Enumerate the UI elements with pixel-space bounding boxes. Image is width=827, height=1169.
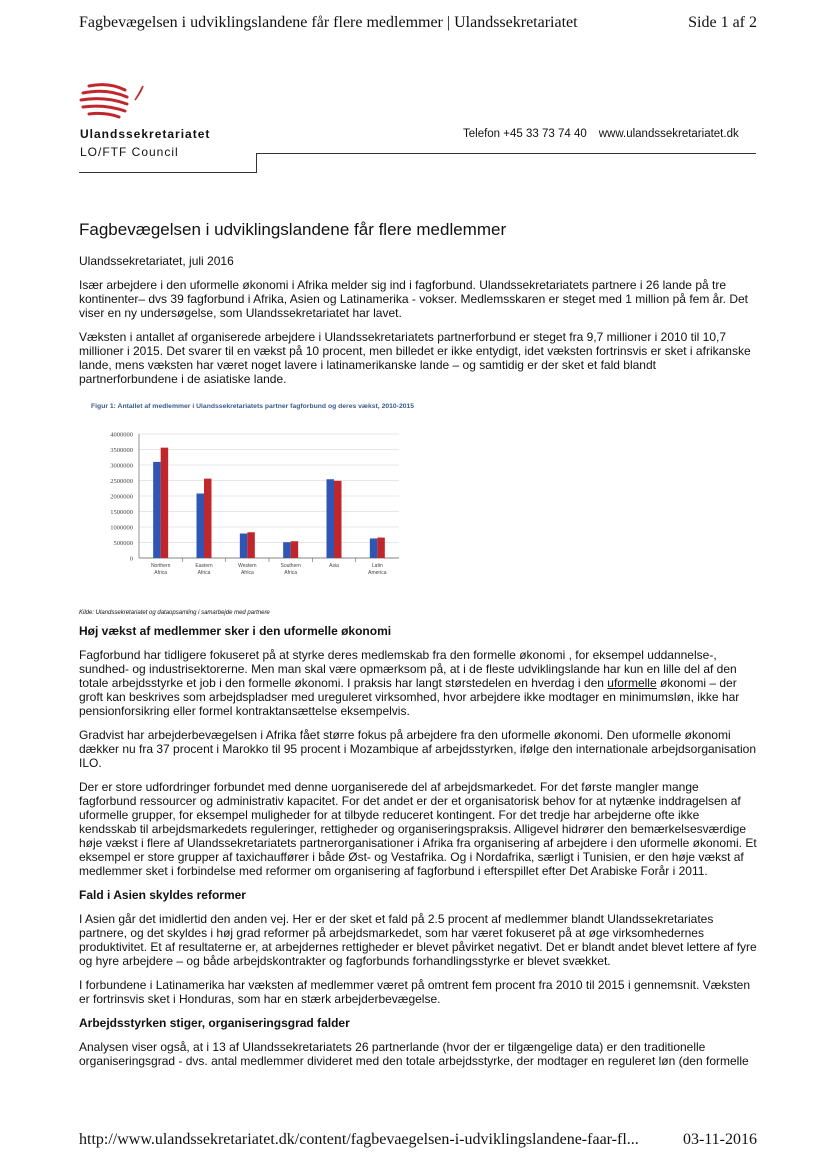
article-byline: Ulandssekretariatet, juli 2016 (79, 254, 234, 268)
x-tick-label: Asia (329, 563, 339, 569)
header-divider (256, 153, 756, 154)
header-divider (256, 153, 257, 173)
browser-page-title: Fagbevægelsen i udviklingslandene får flere medlemmer | Ulandssekretariatet (79, 14, 578, 31)
bar (370, 538, 378, 558)
bar (283, 542, 291, 558)
section-heading: Arbejdsstyrken stiger, organiseringsgrad falder (79, 1016, 350, 1030)
section-heading: Høj vækst af medlemmer sker i den uformelle økonomi (79, 624, 392, 638)
print-date: 03-11-2016 (682, 1131, 757, 1148)
bar (161, 448, 169, 558)
x-tick-label: Africa (197, 570, 211, 576)
x-tick-label: Western (238, 563, 257, 569)
org-subtitle: LO/FTF Council (80, 145, 179, 159)
article-paragraph (79, 648, 757, 718)
chart-title: Figur 1: Antallet af medlemmer i Ulandssekretariatets partner fagforbund og deres vækst, 2010-2015 (91, 403, 415, 410)
y-tick-label: 4000000 (110, 431, 133, 439)
bar (291, 541, 299, 558)
x-tick-label: Eastern (195, 563, 213, 569)
org-name: Ulandssekretariatet (80, 127, 211, 141)
article-paragraph: I Asien går det imidlertid den anden vej. Her er der sket et fald på 2.5 procent af medlemmer blandt Ulandssekretariates partnere, og det skyldes i høj grad reformer på arbejdsmarkedet, som har været fokuseret på at øge virksomhedernes produktivitet. Et af resultaterne er, at arbejdernes rettigheder er blevet påvirket negativt. Det er blandt andet blevet lettere af fyre og hyre arbejdere – og både arbejdskontrakter og fagforbunds forhandlingsstyrke er blevet svækket. (79, 912, 757, 968)
page-number: Side 1 af 2 (688, 14, 757, 31)
y-tick-label: 1000000 (110, 524, 133, 532)
article-paragraph: Analysen viser også, at i 13 af Ulandssekretariatets 26 partnerlande (hvor der er tilgængelige data) er den traditionelle organiseringsgrad - dvs. antal medlemmer divideret med den totale arbejdsstyrke, der modtager en reguleret løn (den formelle (79, 1040, 749, 1068)
chart-source-note: Kilde: Ulandssekretariatet og dataopsamling i samarbejde med partnere (79, 610, 270, 616)
browser-print-header (0, 14, 827, 36)
y-tick-label: 500000 (113, 540, 133, 547)
paragraph-text: Fagforbund har tidligere fokuseret på at styrke deres medlemskab fra den formelle økonomi , for eksempel uddannelse-, sundhed- og industrisektorerne. Men man skal være opmærksom på, at i de fleste udviklingslande har kun en lille del af den totale arbejdsstyrke et job i den formelle økonomi. I praksis har langt størstedelen en hverdag i den (79, 648, 737, 690)
bar (197, 494, 205, 558)
y-tick-label: 2500000 (110, 478, 133, 485)
x-tick-label: Southern (280, 563, 301, 569)
x-tick-label: Africa (284, 570, 298, 576)
article-paragraph: I forbundene i Latinamerika har væksten af medlemmer været på omtrent fem procent fra 2010 til 2015 i gennemsnit. Væksten er fortrinsvis sket i Honduras, som har en stærk arbejderbevægelse. (79, 978, 751, 1006)
paragraph-text: økonomi – der groft kan beskrives som arbejdspladser med ureguleret virksomhed, hvor arbejdere ikke modtager en minimumsløn, ikke har pensionforsikring eller formel kontraktansættelse eksempelvis. (79, 676, 740, 718)
y-tick-label: 1500000 (110, 509, 133, 516)
website-link[interactable]: www.ulandssekretariatet.dk (598, 128, 739, 140)
article-body (79, 220, 757, 1078)
bar (153, 462, 161, 558)
y-tick-label: 3500000 (110, 447, 133, 454)
article-paragraph: Gradvist har arbejderbevægelsen i Afrika fået større fokus på arbejdere fra den uformelle økonomi. Den uformelle økonomi dækker nu fra 37 procent i Marokko til 95 procent i Mozambique af arbejdsstyrken, ifølge den internationale arbejdsorganisation ILO. (79, 728, 757, 770)
x-tick-label: Latin (371, 563, 383, 569)
section-heading: Fald i Asien skyldes reformer (79, 888, 246, 902)
page-url: http://www.ulandssekretariatet.dk/content/fagbevaegelsen-i-udviklingslandene-faar-fl... (79, 1131, 639, 1148)
bar (247, 532, 255, 558)
x-tick-label: America (368, 570, 387, 576)
article-intro: Især arbejdere i den uformelle økonomi i Afrika melder sig ind i fagforbund. Ulandssekretariatets partnere i 26 lande på tre kontinenter– dvs 39 fagforbund i Afrika, Asien og Latinamerika - vokser. Medlemsskaren er steget med 1 million på fem år. Det viser en ny undersøgelse, som Ulandssekretariatet har lavet. (79, 278, 749, 320)
bar (334, 481, 342, 558)
y-tick-label: 3000000 (110, 462, 133, 470)
bar (377, 538, 385, 558)
bar-chart (79, 396, 509, 600)
bar (204, 479, 212, 558)
bar (240, 534, 248, 558)
header-divider (79, 172, 257, 173)
membership-chart (79, 396, 509, 600)
bar (327, 479, 335, 558)
contact-info (463, 128, 739, 140)
x-tick-label: Northern (150, 563, 171, 569)
phone-number: Telefon +45 33 73 74 40 (463, 128, 587, 140)
ulandssekretariatet-logo-icon (79, 80, 149, 124)
article-title: Fagbevægelsen i udviklingslandene får flere medlemmer (79, 220, 507, 239)
article-paragraph: Der er store udfordringer forbundet med denne uorganiserede del af arbejdsmarkedet. For det første mangler mange fagforbund ressourcer og administrativ kapacitet. For det andet er der et organisatorisk behov for at nytænke inddragelsen af uformelle grupper, for eksempel muligheder for at tilbyde reduceret kontingent. For det tredje har arbejderne ofte ikke kendsskab til arbejdsmarkedets reguleringer, rettigheder og organiseringspraksis. Alligevel hidrører den bemærkelsesværdige høje vækst i flere af Ulandssekretariatets partnerorganisationer i Afrika fra organisering af arbejdere i den uformelle økonomi. Et eksempel er store grupper af taxichauffører i både Øst- og Vestafrika. Og i Nordafrika, særligt i Tunisien, er den høje vækst af medlemmer sket i forbindelse med reformer om organisering af fagforbund i efterspillet efter Det Arabiske Forår i 2011. (79, 780, 757, 878)
x-tick-label: Africa (240, 570, 254, 576)
article-paragraph: Væksten i antallet af organiserede arbejdere i Ulandssekretariatets partnerforbund er steget fra 9,7 millioner i 2010 til 10,7 millioner i 2015. Det svarer til en vækst på 10 procent, men billedet er ikke entydigt, idet væksten fortrinsvis er sket i afrikanske lande, mens væksten har været noget lavere i latinamerikanske lande – og samtidig er der sket et fald blandt partnerforbundene i de asiatiske lande. (79, 330, 751, 386)
underlined-word: uformelle (607, 676, 657, 690)
y-tick-label: 0 (129, 555, 133, 563)
y-tick-label: 2000000 (110, 493, 133, 501)
x-tick-label: Africa (154, 570, 168, 576)
